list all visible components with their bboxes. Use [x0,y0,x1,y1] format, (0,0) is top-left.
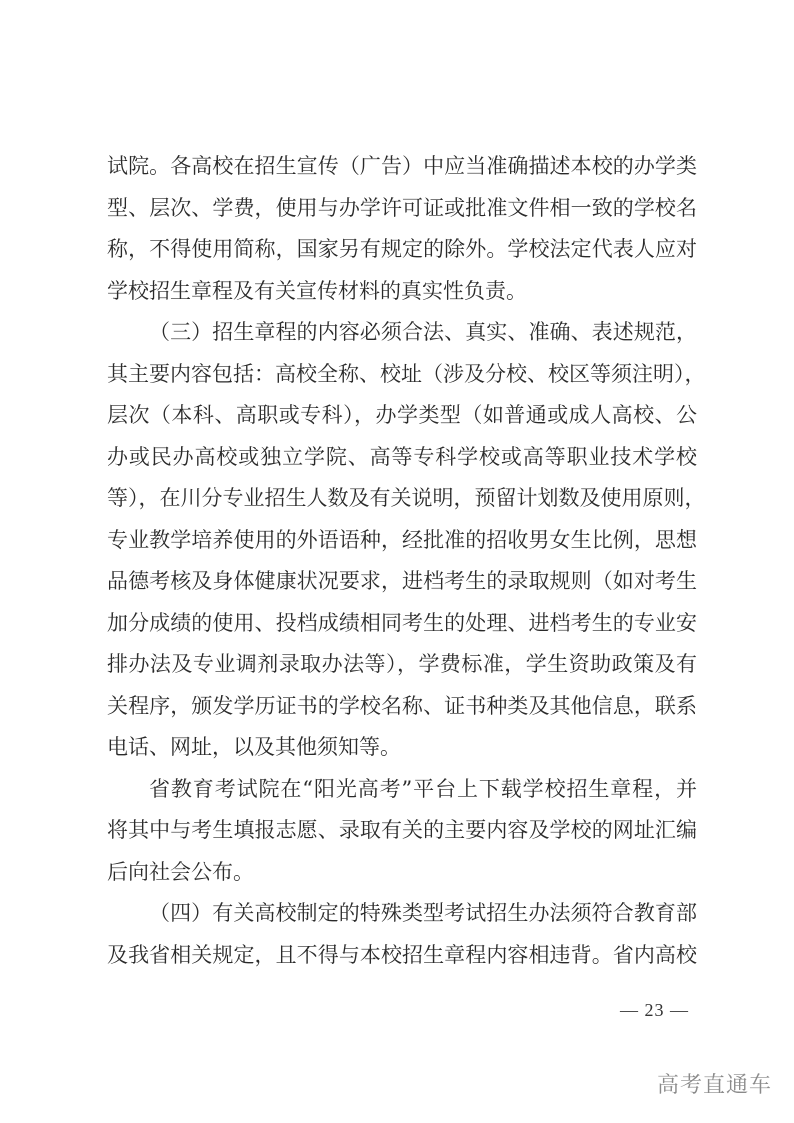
body-text [107,146,706,976]
text-line: 学校招生章程及有关宣传材料的真实性负责。 [107,278,527,303]
text-line: 型、层次、学费，使用与办学许可证或批准文件相一致的学校名 [107,195,697,220]
text-line: 关程序，颁发学历证书的学校名称、证书种类及其他信息，联系 [107,693,697,718]
text-line: 层次（本科、高职或专科），办学类型（如普通或成人高校、公 [107,403,697,427]
text-line: 加分成绩的使用、投档成绩相同考生的处理、进档考生的专业安 [107,610,697,635]
text-line: 省教育考试院在“阳光高考”平台上下载学校招生章程，并 [149,776,697,801]
text-line: （四）有关高校制定的特殊类型考试招生办法须符合教育部 [149,901,697,925]
text-line: 将其中与考生填报志愿、录取有关的主要内容及学校的网址汇编 [107,818,697,842]
text-line: 后向社会公布。 [107,859,254,884]
text-line: 专业教学培养使用的外语语种，经批准的招收男女生比例，思想 [107,527,697,552]
text-line: 试院。各高校在招生宣传（广告）中应当准确描述本校的办学类 [107,154,697,178]
text-line: 品德考核及身体健康状况要求，进档考生的录取规则（如对考生 [107,569,697,593]
text-line: 等），在川分专业招生人数及有关说明，预留计划数及使用原则， [107,486,706,510]
text-line: 及我省相关规定，且不得与本校招生章程内容相违背。省内高校 [107,942,697,967]
text-line: 排办法及专业调剂录取办法等），学费标准，学生资助政策及有 [107,652,697,676]
page-number: — 23 — [620,1000,689,1020]
watermark: 高考直通车 [657,1073,773,1098]
text-line: 其主要内容包括：高校全称、校址（涉及分校、校区等须注明）， [107,361,706,386]
text-line: 称，不得使用简称，国家另有规定的除外。学校法定代表人应对 [107,237,697,261]
text-line: （三）招生章程的内容必须合法、真实、准确、表述规范， [149,320,697,344]
text-line: 办或民办高校或独立学院、高等专科学校或高等职业技术学校 [107,444,697,469]
text-line: 电话、网址，以及其他须知等。 [107,735,401,759]
